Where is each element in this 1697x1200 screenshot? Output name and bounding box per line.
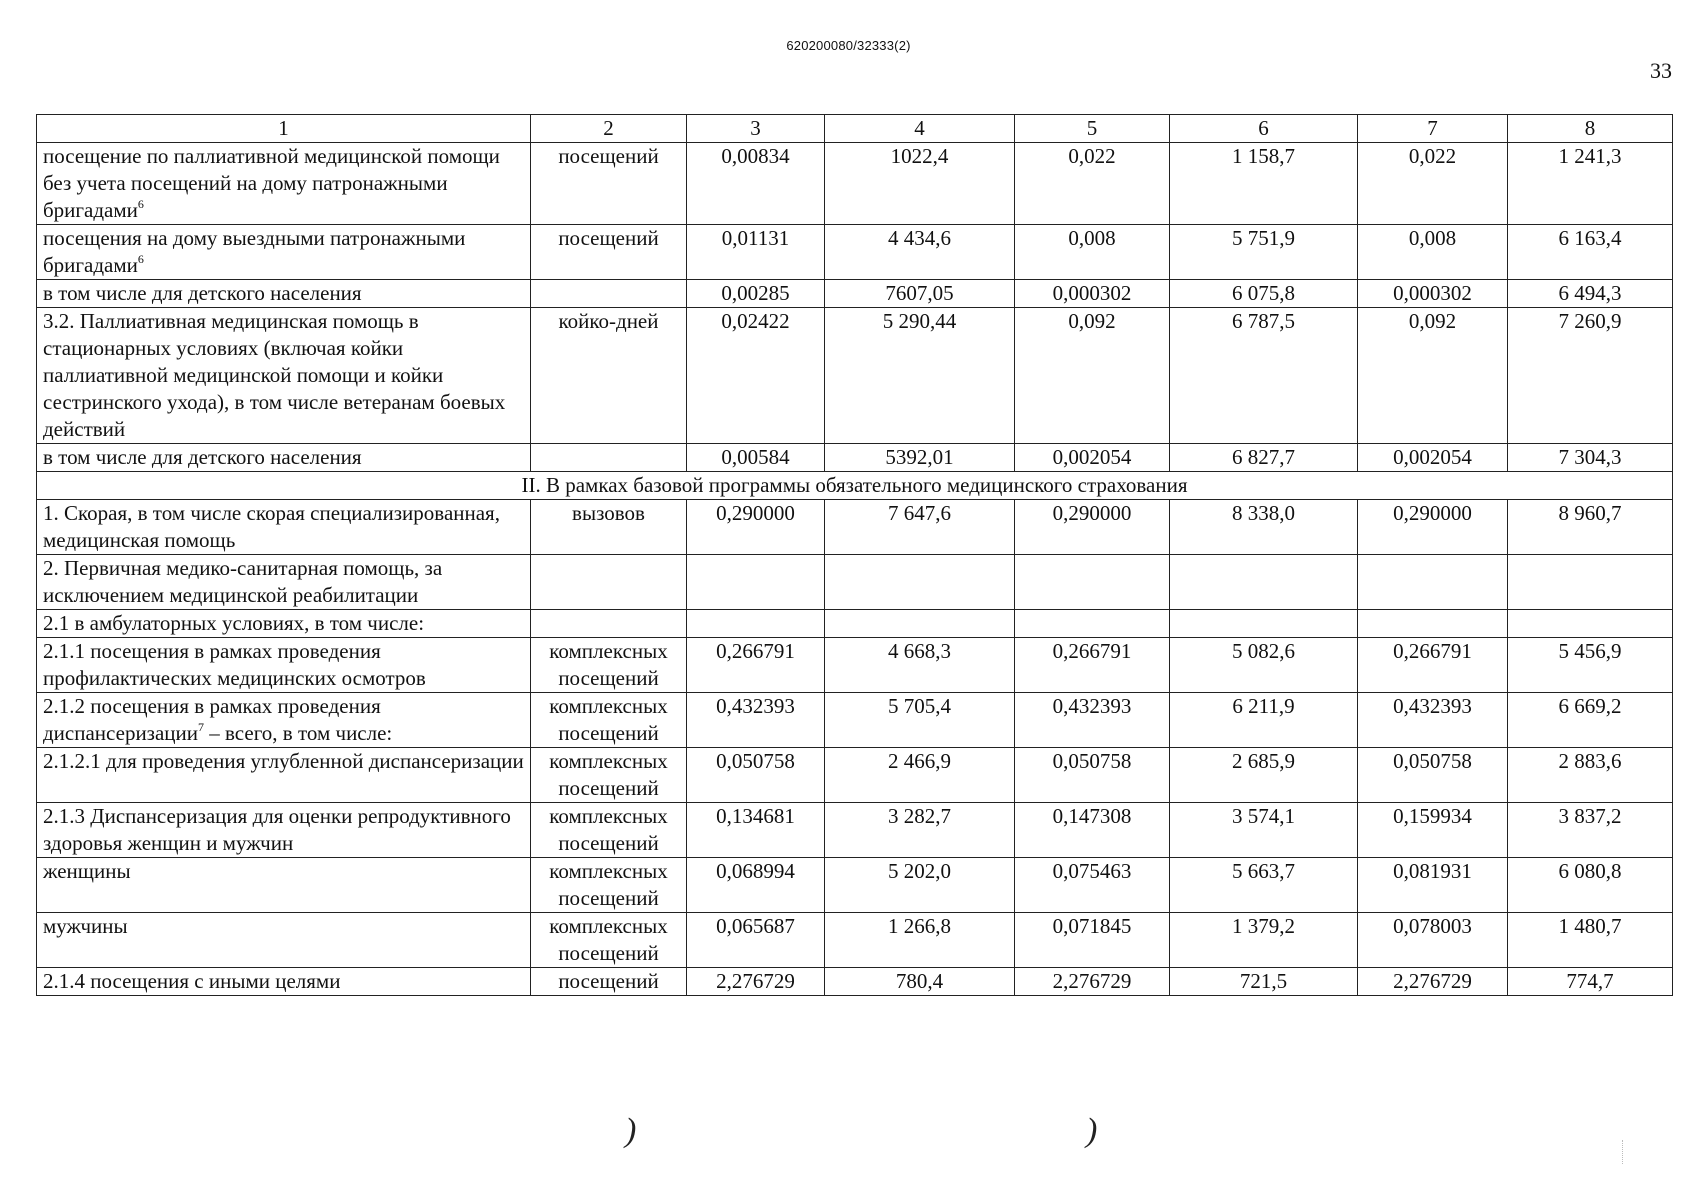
row-name: в том числе для детского населения [43,445,362,469]
row-name: посещение по паллиативной медицинской помощи без учета посещений на дому патронажными бригадами [43,144,500,222]
unit-cell: комплексных посещений [531,693,687,748]
unit-cell: комплексных посещений [531,803,687,858]
value-cell-col7: 0,050758 [1358,748,1508,803]
document-id: 620200080/32333(2) [786,38,911,53]
footnote-marker: 7 [198,720,205,734]
value-cell-col8: 6 163,4 [1508,225,1673,280]
value-cell-col6: 6 211,9 [1170,693,1358,748]
row-name-cell [37,913,531,968]
row-name-cell [37,308,531,444]
table-row [37,308,1673,444]
value-cell-col4 [825,555,1015,610]
value-cell-col6: 6 827,7 [1170,444,1358,472]
value-cell-col8: 1 241,3 [1508,143,1673,225]
value-cell-col6: 5 082,6 [1170,638,1358,693]
row-name: 2.1.4 посещения с иными целями [43,969,341,993]
value-cell-col6: 6 075,8 [1170,280,1358,308]
value-cell-col6: 8 338,0 [1170,500,1358,555]
row-name-cell [37,500,531,555]
value-cell-col7 [1358,610,1508,638]
value-cell-col3 [687,555,825,610]
row-name: 2.1.1 посещения в рамках проведения профилактических медицинских осмотров [43,639,426,690]
value-cell-col8: 6 080,8 [1508,858,1673,913]
col-header-1: 1 [37,115,531,143]
value-cell-col3: 0,266791 [687,638,825,693]
row-name-cell [37,968,531,996]
table-row [37,913,1673,968]
value-cell-col3: 0,01131 [687,225,825,280]
table-row [37,555,1673,610]
value-cell-col7: 0,008 [1358,225,1508,280]
section-row [37,472,1673,500]
value-cell-col7: 0,159934 [1358,803,1508,858]
value-cell-col8: 6 669,2 [1508,693,1673,748]
row-name: в том числе для детского населения [43,281,362,305]
row-name-cell [37,748,531,803]
row-name-cell [37,280,531,308]
value-cell-col4 [825,610,1015,638]
value-cell-col5 [1015,610,1170,638]
value-cell-col7: 0,432393 [1358,693,1508,748]
unit-cell: посещений [531,968,687,996]
value-cell-col5: 0,432393 [1015,693,1170,748]
col-header-7: 7 [1358,115,1508,143]
value-cell-col3: 0,290000 [687,500,825,555]
header-row [37,115,1673,143]
table-row [37,748,1673,803]
value-cell-col8: 3 837,2 [1508,803,1673,858]
unit-cell: комплексных посещений [531,913,687,968]
table-body [37,143,1673,996]
row-name: 2.1.3 Диспансеризация для оценки репродуктивного здоровья женщин и мужчин [43,804,511,855]
unit-cell: комплексных посещений [531,748,687,803]
value-cell-col4: 5 202,0 [825,858,1015,913]
col-header-5: 5 [1015,115,1170,143]
value-cell-col3 [687,610,825,638]
col-header-4: 4 [825,115,1015,143]
value-cell-col4: 7 647,6 [825,500,1015,555]
col-header-3: 3 [687,115,825,143]
value-cell-col8 [1508,555,1673,610]
value-cell-col7: 0,078003 [1358,913,1508,968]
value-cell-col3: 0,068994 [687,858,825,913]
value-cell-col6: 2 685,9 [1170,748,1358,803]
value-cell-col3: 0,432393 [687,693,825,748]
value-cell-col5: 0,147308 [1015,803,1170,858]
value-cell-col4: 4 668,3 [825,638,1015,693]
unit-cell: посещений [531,143,687,225]
value-cell-col4: 7607,05 [825,280,1015,308]
value-cell-col4: 3 282,7 [825,803,1015,858]
row-name-cell [37,638,531,693]
unit-cell [531,555,687,610]
value-cell-col8: 5 456,9 [1508,638,1673,693]
value-cell-col7: 0,081931 [1358,858,1508,913]
value-cell-col8: 774,7 [1508,968,1673,996]
value-cell-col4: 5392,01 [825,444,1015,472]
row-name-suffix: – всего, в том числе: [204,721,393,745]
value-cell-col5: 0,022 [1015,143,1170,225]
unit-cell [531,280,687,308]
value-cell-col8: 8 960,7 [1508,500,1673,555]
value-cell-col8: 7 260,9 [1508,308,1673,444]
value-cell-col8 [1508,610,1673,638]
value-cell-col8: 1 480,7 [1508,913,1673,968]
row-name-cell [37,693,531,748]
row-name: 1. Скорая, в том числе скорая специализированная, медицинская помощь [43,501,500,552]
tariff-table [36,114,1673,996]
table-row [37,858,1673,913]
row-name: 3.2. Паллиативная медицинская помощь в стационарных условиях (включая койки паллиативной медицинской помощи и койки сестринского ухода), в том числе ветеранам боевых действий [43,309,506,441]
section-title: II. В рамках базовой программы обязательного медицинского страхования [37,472,1673,500]
footnote-marker: 6 [137,197,144,211]
value-cell-col6: 5 663,7 [1170,858,1358,913]
table-row [37,968,1673,996]
row-name: посещения на дому выездными патронажными бригадами [43,226,466,277]
value-cell-col4: 2 466,9 [825,748,1015,803]
value-cell-col5: 0,266791 [1015,638,1170,693]
value-cell-col3: 0,134681 [687,803,825,858]
footnote-marker: 6 [137,252,144,266]
value-cell-col7: 0,266791 [1358,638,1508,693]
value-cell-col6 [1170,555,1358,610]
value-cell-col7: 0,000302 [1358,280,1508,308]
table-row [37,280,1673,308]
value-cell-col7: 0,290000 [1358,500,1508,555]
value-cell-col5: 0,000302 [1015,280,1170,308]
scan-edge-dots [1622,1140,1627,1164]
value-cell-col7: 0,022 [1358,143,1508,225]
value-cell-col5: 0,002054 [1015,444,1170,472]
value-cell-col6: 1 379,2 [1170,913,1358,968]
value-cell-col6: 6 787,5 [1170,308,1358,444]
scan-mark-left: ) [625,1112,637,1149]
col-header-8: 8 [1508,115,1673,143]
value-cell-col8: 7 304,3 [1508,444,1673,472]
value-cell-col5: 2,276729 [1015,968,1170,996]
value-cell-col5: 0,092 [1015,308,1170,444]
value-cell-col6: 1 158,7 [1170,143,1358,225]
value-cell-col6: 3 574,1 [1170,803,1358,858]
value-cell-col3: 0,00584 [687,444,825,472]
unit-cell: комплексных посещений [531,638,687,693]
scan-mark-right: ) [1086,1112,1098,1149]
value-cell-col8: 2 883,6 [1508,748,1673,803]
table-row [37,638,1673,693]
value-cell-col5: 0,071845 [1015,913,1170,968]
row-name-cell [37,610,531,638]
value-cell-col7: 2,276729 [1358,968,1508,996]
value-cell-col4: 5 290,44 [825,308,1015,444]
unit-cell: комплексных посещений [531,858,687,913]
row-name-cell [37,803,531,858]
table-row [37,444,1673,472]
value-cell-col8: 6 494,3 [1508,280,1673,308]
unit-cell [531,444,687,472]
row-name-cell [37,444,531,472]
table-row [37,143,1673,225]
unit-cell: вызовов [531,500,687,555]
value-cell-col7: 0,092 [1358,308,1508,444]
value-cell-col5: 0,050758 [1015,748,1170,803]
table-row [37,693,1673,748]
value-cell-col5 [1015,555,1170,610]
table-row [37,500,1673,555]
value-cell-col4: 4 434,6 [825,225,1015,280]
value-cell-col6: 5 751,9 [1170,225,1358,280]
value-cell-col5: 0,008 [1015,225,1170,280]
row-name-cell [37,555,531,610]
row-name: 2.1.2.1 для проведения углубленной диспансеризации [43,749,524,773]
value-cell-col5: 0,075463 [1015,858,1170,913]
value-cell-col6: 721,5 [1170,968,1358,996]
value-cell-col7 [1358,555,1508,610]
value-cell-col3: 0,00834 [687,143,825,225]
row-name-cell [37,225,531,280]
row-name: женщины [43,859,131,883]
col-header-6: 6 [1170,115,1358,143]
row-name-cell [37,858,531,913]
value-cell-col3: 0,065687 [687,913,825,968]
value-cell-col4: 1 266,8 [825,913,1015,968]
value-cell-col4: 5 705,4 [825,693,1015,748]
value-cell-col4: 780,4 [825,968,1015,996]
col-header-2: 2 [531,115,687,143]
value-cell-col6 [1170,610,1358,638]
value-cell-col3: 2,276729 [687,968,825,996]
table-row [37,803,1673,858]
value-cell-col4: 1022,4 [825,143,1015,225]
page-number: 33 [1650,58,1672,83]
unit-cell [531,610,687,638]
row-name: 2. Первичная медико-санитарная помощь, за исключением медицинской реабилитации [43,556,443,607]
row-name: 2.1 в амбулаторных условиях, в том числе: [43,611,425,635]
value-cell-col3: 0,00285 [687,280,825,308]
table-row [37,225,1673,280]
table-row [37,610,1673,638]
value-cell-col7: 0,002054 [1358,444,1508,472]
row-name: 2.1.2 посещения в рамках проведения диспансеризации [43,694,381,745]
value-cell-col5: 0,290000 [1015,500,1170,555]
value-cell-col3: 0,02422 [687,308,825,444]
unit-cell: посещений [531,225,687,280]
row-name-cell [37,143,531,225]
row-name: мужчины [43,914,128,938]
unit-cell: койко-дней [531,308,687,444]
value-cell-col3: 0,050758 [687,748,825,803]
